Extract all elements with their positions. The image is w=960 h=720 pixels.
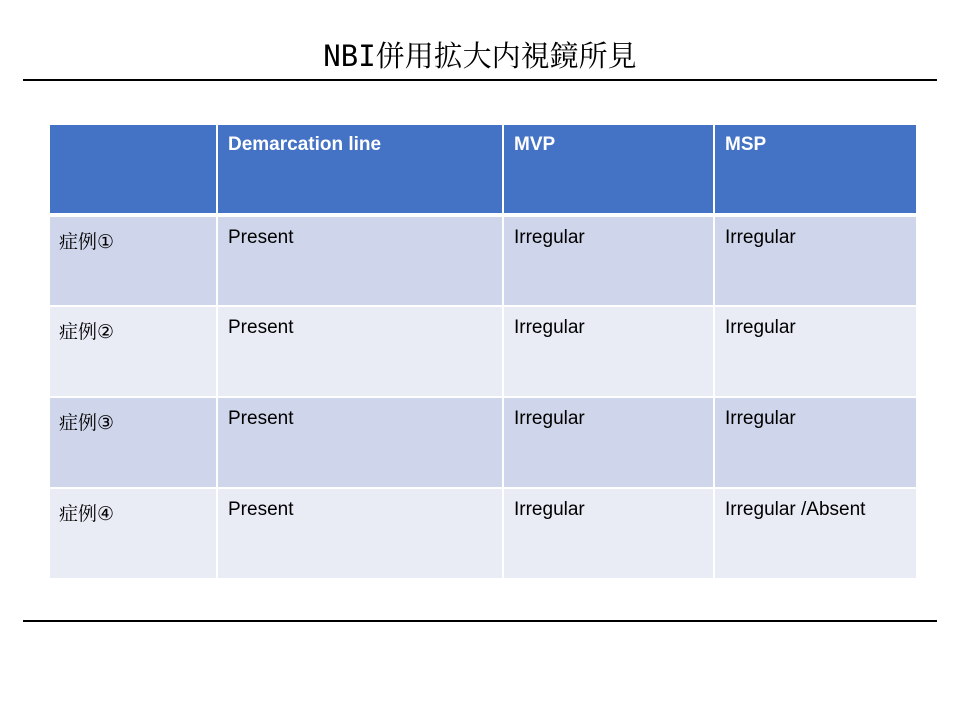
table-row	[49, 306, 917, 397]
mvp-cell: Irregular	[503, 306, 714, 397]
case-cell: 症例③	[49, 397, 217, 488]
table-row	[49, 488, 917, 579]
case-cell: 症例①	[49, 215, 217, 306]
demarcation-line-cell: Present	[217, 306, 503, 397]
header-cell-demarcation-line: Demarcation line	[217, 124, 503, 215]
header-cell-msp: MSP	[714, 124, 917, 215]
demarcation-line-cell: Present	[217, 397, 503, 488]
header-cell-mvp: MVP	[503, 124, 714, 215]
msp-cell: Irregular	[714, 215, 917, 306]
findings-table	[48, 123, 918, 580]
msp-cell: Irregular /Absent	[714, 488, 917, 579]
bottom-divider	[23, 620, 937, 622]
msp-cell: Irregular	[714, 306, 917, 397]
demarcation-line-cell: Present	[217, 215, 503, 306]
case-cell: 症例②	[49, 306, 217, 397]
case-cell: 症例④	[49, 488, 217, 579]
header-cell-blank	[49, 124, 217, 215]
table-header-row	[49, 124, 917, 215]
mvp-cell: Irregular	[503, 215, 714, 306]
slide-title: NBI併用拡大内視鏡所見	[323, 39, 637, 73]
msp-cell: Irregular	[714, 397, 917, 488]
mvp-cell: Irregular	[503, 488, 714, 579]
top-divider	[23, 79, 937, 81]
demarcation-line-cell: Present	[217, 488, 503, 579]
table-row	[49, 397, 917, 488]
mvp-cell: Irregular	[503, 397, 714, 488]
table-row	[49, 215, 917, 306]
